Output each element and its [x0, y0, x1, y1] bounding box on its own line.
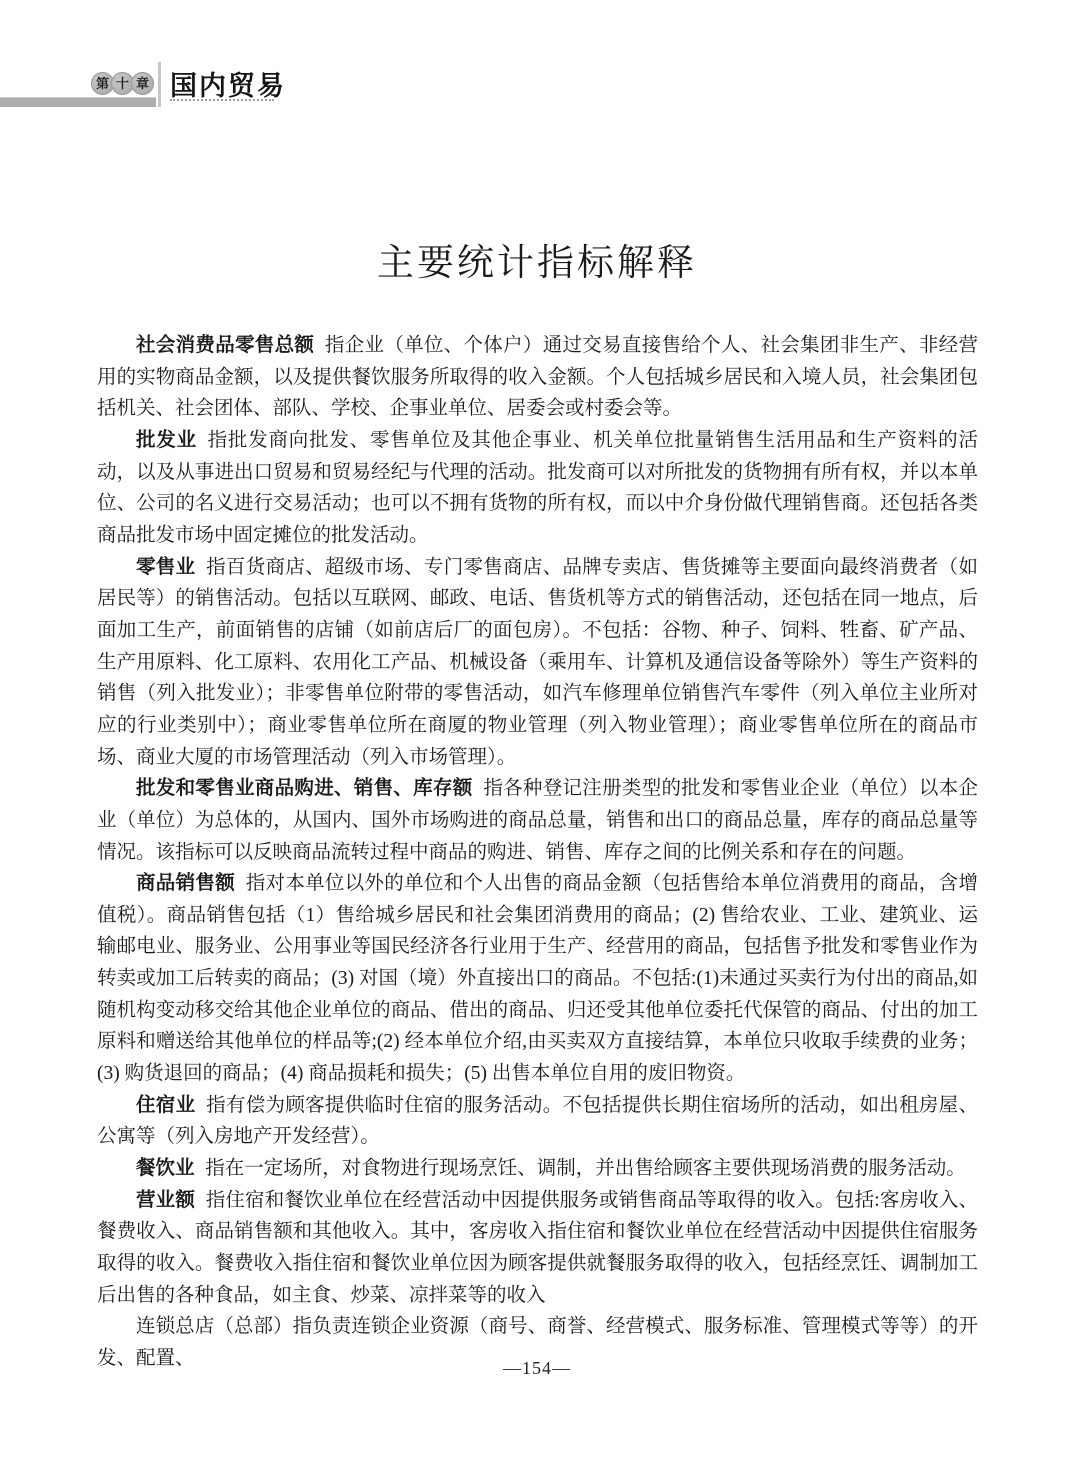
chapter-title-dotted-underline: [170, 99, 274, 101]
paragraph-text: 指企业（单位、个体户）通过交易直接售给个人、社会集团非生产、非经营用的实物商品金额，以及提供餐饮服务所取得的收入金额。个人包括城乡居民和入境人员，社会集团包括机关、社会团体、部队、学校、企事业单位、居委会或村委会等。: [97, 335, 978, 420]
paragraph-text: 连锁总店（总部）指负责连锁企业资源（商号、商誉、经营模式、服务标准、管理模式等等）的开发、配置、: [97, 1316, 978, 1369]
paragraph-purchase-sales-inventory: [97, 773, 978, 868]
chapter-badge-char-3: 章: [131, 72, 154, 95]
term-label: 商品销售额: [136, 872, 235, 895]
paragraph-text: 指各种登记注册类型的批发和零售业企业（单位）以本企业（单位）为总体的，从国内、国外市场购进的商品总量，销售和出口的商品总量，库存的商品总量等情况。该指标可以反映商品流转过程中商品的购进、销售、库存之间的比例关系和存在的问题。: [97, 778, 978, 863]
term-label: 营业额: [136, 1188, 195, 1211]
paragraph-wholesale: [97, 425, 978, 552]
paragraph-text: 指对本单位以外的单位和个人出售的商品金额（包括售给本单位消费用的商品，含增值税）。商品销售包括（1）售给城乡居民和社会集团消费用的商品；(2) 售给农业、工业、建筑业、运输邮电业、服务业、公用事业等国民经济各行业用于生产、经营用的商品，包括售予批发和零售业作为转卖或加工后转卖的商品；(3) 对国（境）外直接出口的商品。不包括:(1)未通过买卖行为付出的商品,如随机构变动移交给其他企业单位的商品、借出的商品、归还受其他单位委托代保管的商品、付出的加工原料和赠送给其他单位的样品等;(2) 经本单位介绍,由买卖双方直接结算，本单位只收取手续费的业务；(3) 购货退回的商品；(4) 商品损耗和损失；(5) 出售本单位自用的废旧物资。: [97, 873, 978, 1085]
chapter-badge-char-2: 十: [111, 72, 134, 95]
term-label: 住宿业: [136, 1093, 196, 1116]
term-label: 批发和零售业商品购进、销售、库存额: [136, 777, 473, 800]
term-label: 批发业: [136, 428, 197, 451]
chapter-title: 国内贸易: [170, 71, 286, 101]
paragraph-text: 指住宿和餐饮业单位在经营活动中因提供服务或销售商品等取得的收入。包括:客房收入、餐费收入、商品销售额和其他收入。其中，客房收入指住宿和餐饮业单位在经营活动中因提供住宿服务取得的收入。餐费收入指住宿和餐饮业单位因为顾客提供就餐服务取得的收入，包括经烹饪、调制加工后出售的各种食品，如主食、炒菜、凉拌菜等的收入: [97, 1189, 978, 1306]
chapter-badge-char-1: 第: [91, 72, 114, 95]
paragraph-retail-sales-total: [97, 330, 978, 425]
term-label: 餐饮业: [136, 1157, 195, 1180]
paragraph-retail: [97, 552, 978, 774]
term-label: 社会消费品零售总额: [136, 334, 315, 356]
header-gray-bar: [0, 97, 156, 107]
paragraph-catering: [97, 1153, 978, 1185]
page-title: 主要统计指标解释: [377, 242, 697, 283]
page-number: —154—: [503, 1358, 571, 1378]
paragraph-sales-value: [97, 868, 978, 1090]
term-label: 零售业: [136, 555, 196, 578]
body-text: [97, 330, 978, 1375]
header-vertical-rule: [158, 62, 161, 107]
paragraph-accommodation: [97, 1090, 978, 1153]
paragraph-text: 指批发商向批发、零售单位及其他企事业、机关单位批量销售生活用品和生产资料的活动，以及从事进出口贸易和贸易经纪与代理的活动。批发商可以对所批发的货物拥有所有权，并以本单位、公司的名义进行交易活动；也可以不拥有货物的所有权，而以中介身份做代理销售商。还包括各类商品批发市场中固定摊位的批发活动。: [97, 429, 978, 546]
chapter-badge: [91, 72, 151, 95]
paragraph-text: 指有偿为顾客提供临时住宿的服务活动。不包括提供长期住宿场所的活动，如出租房屋、公寓等（列入房地产开发经营）。: [97, 1094, 978, 1148]
paragraph-text: 指百货商店、超级市场、专门零售商店、品牌专卖店、售货摊等主要面向最终消费者（如居民等）的销售活动。包括以互联网、邮政、电话、售货机等方式的销售活动，还包括在同一地点，后面加工生产，前面销售的店铺（如前店后厂的面包房）。不包括：谷物、种子、饲料、牲畜、矿产品、生产用原料、化工原料、农用化工产品、机械设备（乘用车、计算机及通信设备等除外）等生产资料的销售（列入批发业）；非零售单位附带的零售活动，如汽车修理单位销售汽车零件（列入单位主业所对应的行业类别中）；商业零售单位所在商厦的物业管理（列入物业管理）；商业零售单位所在的商品市场、商业大厦的市场管理活动（列入市场管理）。: [97, 556, 978, 768]
paragraph-text: 指在一定场所，对食物进行现场烹饪、调制，并出售给顾客主要供现场消费的服务活动。: [205, 1158, 966, 1180]
paragraph-business-turnover: [97, 1185, 978, 1312]
